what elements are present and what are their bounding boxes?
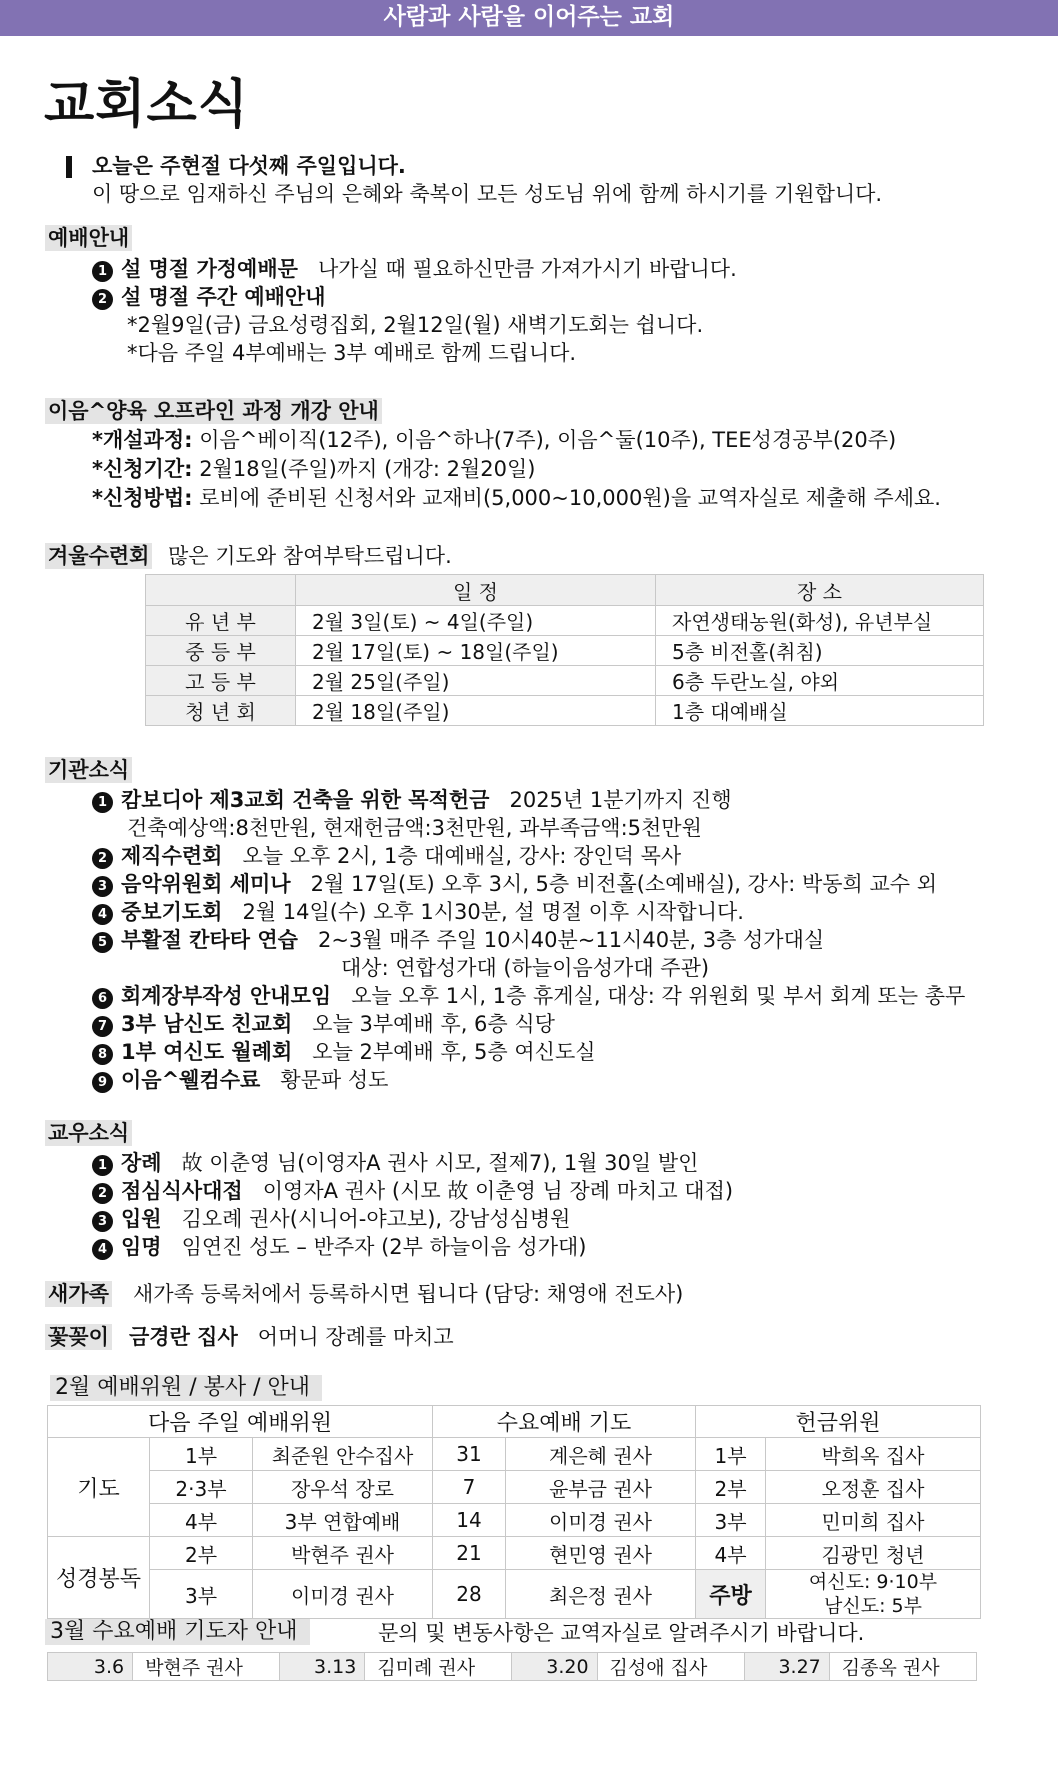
section-course-header: 이음^양육 오프라인 과정 개강 안내	[45, 398, 382, 424]
org-item-1	[92, 787, 732, 813]
number-8-icon: 8	[92, 1044, 113, 1065]
date-cell: 3.27	[744, 1653, 829, 1681]
person-cell: 장우석 장로	[253, 1471, 433, 1504]
table-row	[48, 1537, 981, 1570]
member-item-title: 점심식사대접	[121, 1179, 243, 1203]
number-2-icon: 2	[92, 289, 113, 310]
day-cell: 14	[433, 1504, 506, 1537]
person-cell: 이미경 권사	[253, 1570, 433, 1619]
table-row	[146, 606, 984, 636]
prayer-group-label: 기도	[48, 1438, 150, 1537]
table-row	[48, 1570, 981, 1619]
person-cell: 김광민 청년	[766, 1537, 981, 1570]
org-item-5	[92, 927, 824, 953]
number-4-icon: 4	[92, 904, 113, 925]
date-cell: 2월 18일(주일)	[296, 696, 656, 726]
place-cell: 6층 두란노실, 야외	[656, 666, 984, 696]
date-cell: 2월 25일(주일)	[296, 666, 656, 696]
service-cell: 1부	[696, 1438, 766, 1471]
org-item-7	[92, 1011, 555, 1037]
table-header-row	[48, 1406, 981, 1438]
table-header-row	[146, 575, 984, 606]
worship-item-1-title: 설 명절 가정예배문	[121, 257, 298, 281]
service-cell: 4부	[150, 1504, 253, 1537]
section-org-header: 기관소식	[45, 757, 132, 783]
org-item-text: 2월 14일(수) 오후 1시30분, 설 명절 이후 시작합니다.	[242, 900, 744, 924]
number-3-icon: 3	[92, 876, 113, 897]
person-cell: 계은혜 권사	[506, 1438, 696, 1471]
date-cell: 3.13	[280, 1653, 365, 1681]
person-cell: 박현주 권사	[253, 1537, 433, 1570]
worship-item-1-text: 나가실 때 필요하신만큼 가져가시기 바랍니다.	[317, 257, 737, 281]
org-item-6	[92, 983, 965, 1009]
worship-item-2	[92, 284, 326, 310]
course-row-2-label: *신청기간:	[92, 457, 193, 481]
member-item-title: 장례	[121, 1151, 162, 1175]
service-cell: 4부	[696, 1537, 766, 1570]
table-header-empty	[146, 575, 296, 606]
date-cell: 2월 17일(토) ~ 18일(주일)	[296, 636, 656, 666]
org-item-title: 부활절 칸타타 연습	[121, 928, 298, 952]
table-row	[48, 1653, 977, 1681]
date-cell: 3.6	[48, 1653, 133, 1681]
winter-text: 많은 기도와 참여부탁드립니다.	[168, 544, 452, 568]
table-row	[48, 1438, 981, 1471]
newfamily-text: 새가족 등록처에서 등록하시면 됩니다 (담당: 채영애 전도사)	[133, 1282, 684, 1306]
number-5-icon: 5	[92, 932, 113, 953]
section-worship-header: 예배안내	[45, 225, 132, 251]
number-4-icon: 4	[92, 1239, 113, 1260]
date-cell: 2월 3일(토) ~ 4일(주일)	[296, 606, 656, 636]
org-item-title: 3부 남신도 친교회	[121, 1012, 293, 1036]
flowers-name: 금경란 집사	[129, 1325, 238, 1349]
org-item-1-sub: 건축예상액:8천만원, 현재헌금액:3천만원, 과부족금액:5천만원	[127, 816, 702, 840]
service-cell: 2·3부	[150, 1471, 253, 1504]
org-item-title: 제직수련회	[121, 844, 223, 868]
top-banner: 사람과 사람을 이어주는 교회	[0, 0, 1058, 36]
member-item-text: 이영자A 권사 (시모 故 이춘영 님 장례 마치고 대접)	[262, 1179, 734, 1203]
service-cell: 3부	[150, 1570, 253, 1619]
person-cell: 김성애 집사	[597, 1653, 744, 1681]
number-1-icon: 1	[92, 1155, 113, 1176]
org-item-text: 2~3월 매주 주일 10시40분~11시40분, 3층 성가대실	[317, 928, 825, 952]
person-cell: 민미희 집사	[766, 1504, 981, 1537]
number-3-icon: 3	[92, 1211, 113, 1232]
org-item-9	[92, 1067, 388, 1093]
day-cell: 21	[433, 1537, 506, 1570]
dept-cell: 중 등 부	[146, 636, 296, 666]
member-item-2	[92, 1178, 733, 1204]
course-row-3	[92, 485, 941, 511]
org-item-title: 1부 여신도 월례회	[121, 1040, 293, 1064]
org-item-3	[92, 871, 937, 897]
date-cell: 3.20	[512, 1653, 597, 1681]
section-newfamily-header: 새가족	[45, 1281, 112, 1307]
person-cell: 3부 연합예배	[253, 1504, 433, 1537]
org-item-text: 황문파 성도	[280, 1068, 389, 1092]
course-row-1-label: *개설과정:	[92, 428, 193, 452]
course-row-1-text: 이음^베이직(12주), 이음^하나(7주), 이음^둘(10주), TEE성경공부(20주)	[199, 428, 897, 452]
course-row-3-text: 로비에 준비된 신청서와 교재비(5,000~10,000원)을 교역자실로 제출해 주세요.	[199, 486, 941, 510]
table-header-wednesday: 수요예배 기도	[433, 1406, 696, 1438]
intro-bar-marker	[66, 156, 72, 178]
org-item-text: 2월 17일(토) 오후 3시, 5층 비전홀(소예배실), 강사: 박동희 교수 외	[310, 872, 938, 896]
flowers-text: 어머니 장례를 마치고	[257, 1325, 454, 1349]
org-item-title: 캄보디아 제3교회 건축을 위한 목적헌금	[121, 788, 490, 812]
org-item-title: 회계장부작성 안내모임	[121, 984, 332, 1008]
table-header-place: 장 소	[656, 575, 984, 606]
org-item-8	[92, 1039, 596, 1065]
dept-cell: 청 년 회	[146, 696, 296, 726]
wednesday-text: 문의 및 변동사항은 교역자실로 알려주시기 바랍니다.	[378, 1621, 865, 1645]
worship-note-2: *다음 주일 4부예배는 3부 예배로 함께 드립니다.	[127, 341, 577, 365]
course-row-3-label: *신청방법:	[92, 486, 193, 510]
section-duty-header: 2월 예배위원 / 봉사 / 안내	[50, 1375, 322, 1401]
org-item-2	[92, 843, 681, 869]
dept-cell: 고 등 부	[146, 666, 296, 696]
org-item-4	[92, 899, 744, 925]
service-cell: 2부	[696, 1471, 766, 1504]
table-row	[146, 636, 984, 666]
table-row	[146, 666, 984, 696]
member-item-4	[92, 1234, 586, 1260]
member-item-text: 임연진 성도 – 반주자 (2부 하늘이음 성가대)	[181, 1235, 587, 1259]
table-row	[48, 1504, 981, 1537]
member-item-text: 故 이춘영 님(이영자A 권사 시모, 절제7), 1월 30일 발인	[181, 1151, 699, 1175]
wednesday-prayer-table	[47, 1652, 977, 1681]
day-cell: 31	[433, 1438, 506, 1471]
person-cell: 최은정 권사	[506, 1570, 696, 1619]
worship-item-2-title: 설 명절 주간 예배안내	[121, 285, 326, 309]
course-row-2	[92, 456, 535, 482]
winter-retreat-table	[145, 574, 984, 726]
org-item-title: 이음^웰컴수료	[121, 1068, 261, 1092]
person-cell: 최준원 안수집사	[253, 1438, 433, 1471]
day-cell: 28	[433, 1570, 506, 1619]
member-item-text: 김오례 권사(시니어-야고보), 강남성심병원	[181, 1207, 571, 1231]
service-cell: 3부	[696, 1504, 766, 1537]
org-item-text: 오늘 2부예배 후, 5층 여신도실	[312, 1040, 596, 1064]
page-title: 교회소식	[44, 75, 249, 135]
org-item-title: 음악위원회 세미나	[121, 872, 291, 896]
table-header-date: 일 정	[296, 575, 656, 606]
kitchen-male: 남신도: 5부	[824, 1595, 922, 1617]
org-item-text: 오늘 오후 2시, 1층 대예배실, 강사: 장인덕 목사	[242, 844, 682, 868]
number-2-icon: 2	[92, 848, 113, 869]
duty-roster-table	[47, 1405, 981, 1619]
course-row-2-text: 2월18일(주일)까지 (개강: 2월20일)	[199, 457, 536, 481]
org-item-text: 오늘 오후 1시, 1층 휴게실, 대상: 각 위원회 및 부서 회계 또는 총무	[351, 984, 966, 1008]
flowers-line	[129, 1324, 454, 1350]
org-item-text: 오늘 3부예배 후, 6층 식당	[312, 1012, 555, 1036]
table-row	[146, 696, 984, 726]
section-members-header: 교우소식	[45, 1120, 132, 1146]
member-item-title: 입원	[121, 1207, 162, 1231]
section-wednesday-header: 3월 수요예배 기도자 안내	[45, 1619, 310, 1645]
person-cell: 오정훈 집사	[766, 1471, 981, 1504]
worship-item-1	[92, 256, 737, 282]
member-item-1	[92, 1150, 698, 1176]
number-2-icon: 2	[92, 1183, 113, 1204]
dept-cell: 유 년 부	[146, 606, 296, 636]
section-flowers-header: 꽃꽂이	[45, 1324, 112, 1350]
table-row	[48, 1471, 981, 1504]
service-cell: 2부	[150, 1537, 253, 1570]
table-header-offering: 헌금위원	[696, 1406, 981, 1438]
person-cell: 윤부금 권사	[506, 1471, 696, 1504]
section-winter-header: 겨울수련회	[45, 543, 152, 569]
service-cell: 1부	[150, 1438, 253, 1471]
person-cell: 이미경 권사	[506, 1504, 696, 1537]
worship-note-1: *2월9일(금) 금요성령집회, 2월12일(월) 새벽기도회는 쉽니다.	[127, 313, 704, 337]
org-item-title: 중보기도회	[121, 900, 223, 924]
day-cell: 7	[433, 1471, 506, 1504]
number-9-icon: 9	[92, 1072, 113, 1093]
intro-headline: 오늘은 주현절 다섯째 주일입니다.	[92, 154, 406, 178]
person-cell: 현민영 권사	[506, 1537, 696, 1570]
person-cell: 김종옥 권사	[829, 1653, 976, 1681]
member-item-3	[92, 1206, 570, 1232]
number-6-icon: 6	[92, 988, 113, 1009]
org-item-text: 2025년 1분기까지 진행	[509, 788, 732, 812]
place-cell: 1층 대예배실	[656, 696, 984, 726]
person-cell: 김미례 권사	[365, 1653, 512, 1681]
kitchen-female: 여신도: 9·10부	[808, 1571, 938, 1593]
kitchen-label: 주방	[696, 1570, 766, 1619]
kitchen-cell	[766, 1570, 981, 1619]
number-1-icon: 1	[92, 261, 113, 282]
number-7-icon: 7	[92, 1016, 113, 1037]
place-cell: 5층 비전홀(취침)	[656, 636, 984, 666]
place-cell: 자연생태농원(화성), 유년부실	[656, 606, 984, 636]
org-item-5-sub: 대상: 연합성가대 (하늘이음성가대 주관)	[341, 956, 710, 980]
course-row-1	[92, 427, 896, 453]
intro-blessing: 이 땅으로 임재하신 주님의 은혜와 축복이 모든 성도님 위에 함께 하시기를 기원합니다.	[92, 182, 883, 206]
member-item-title: 임명	[121, 1235, 162, 1259]
reading-group-label: 성경봉독	[48, 1537, 150, 1619]
person-cell: 박희옥 집사	[766, 1438, 981, 1471]
table-header-next-sunday: 다음 주일 예배위원	[48, 1406, 433, 1438]
person-cell: 박현주 권사	[133, 1653, 280, 1681]
number-1-icon: 1	[92, 792, 113, 813]
